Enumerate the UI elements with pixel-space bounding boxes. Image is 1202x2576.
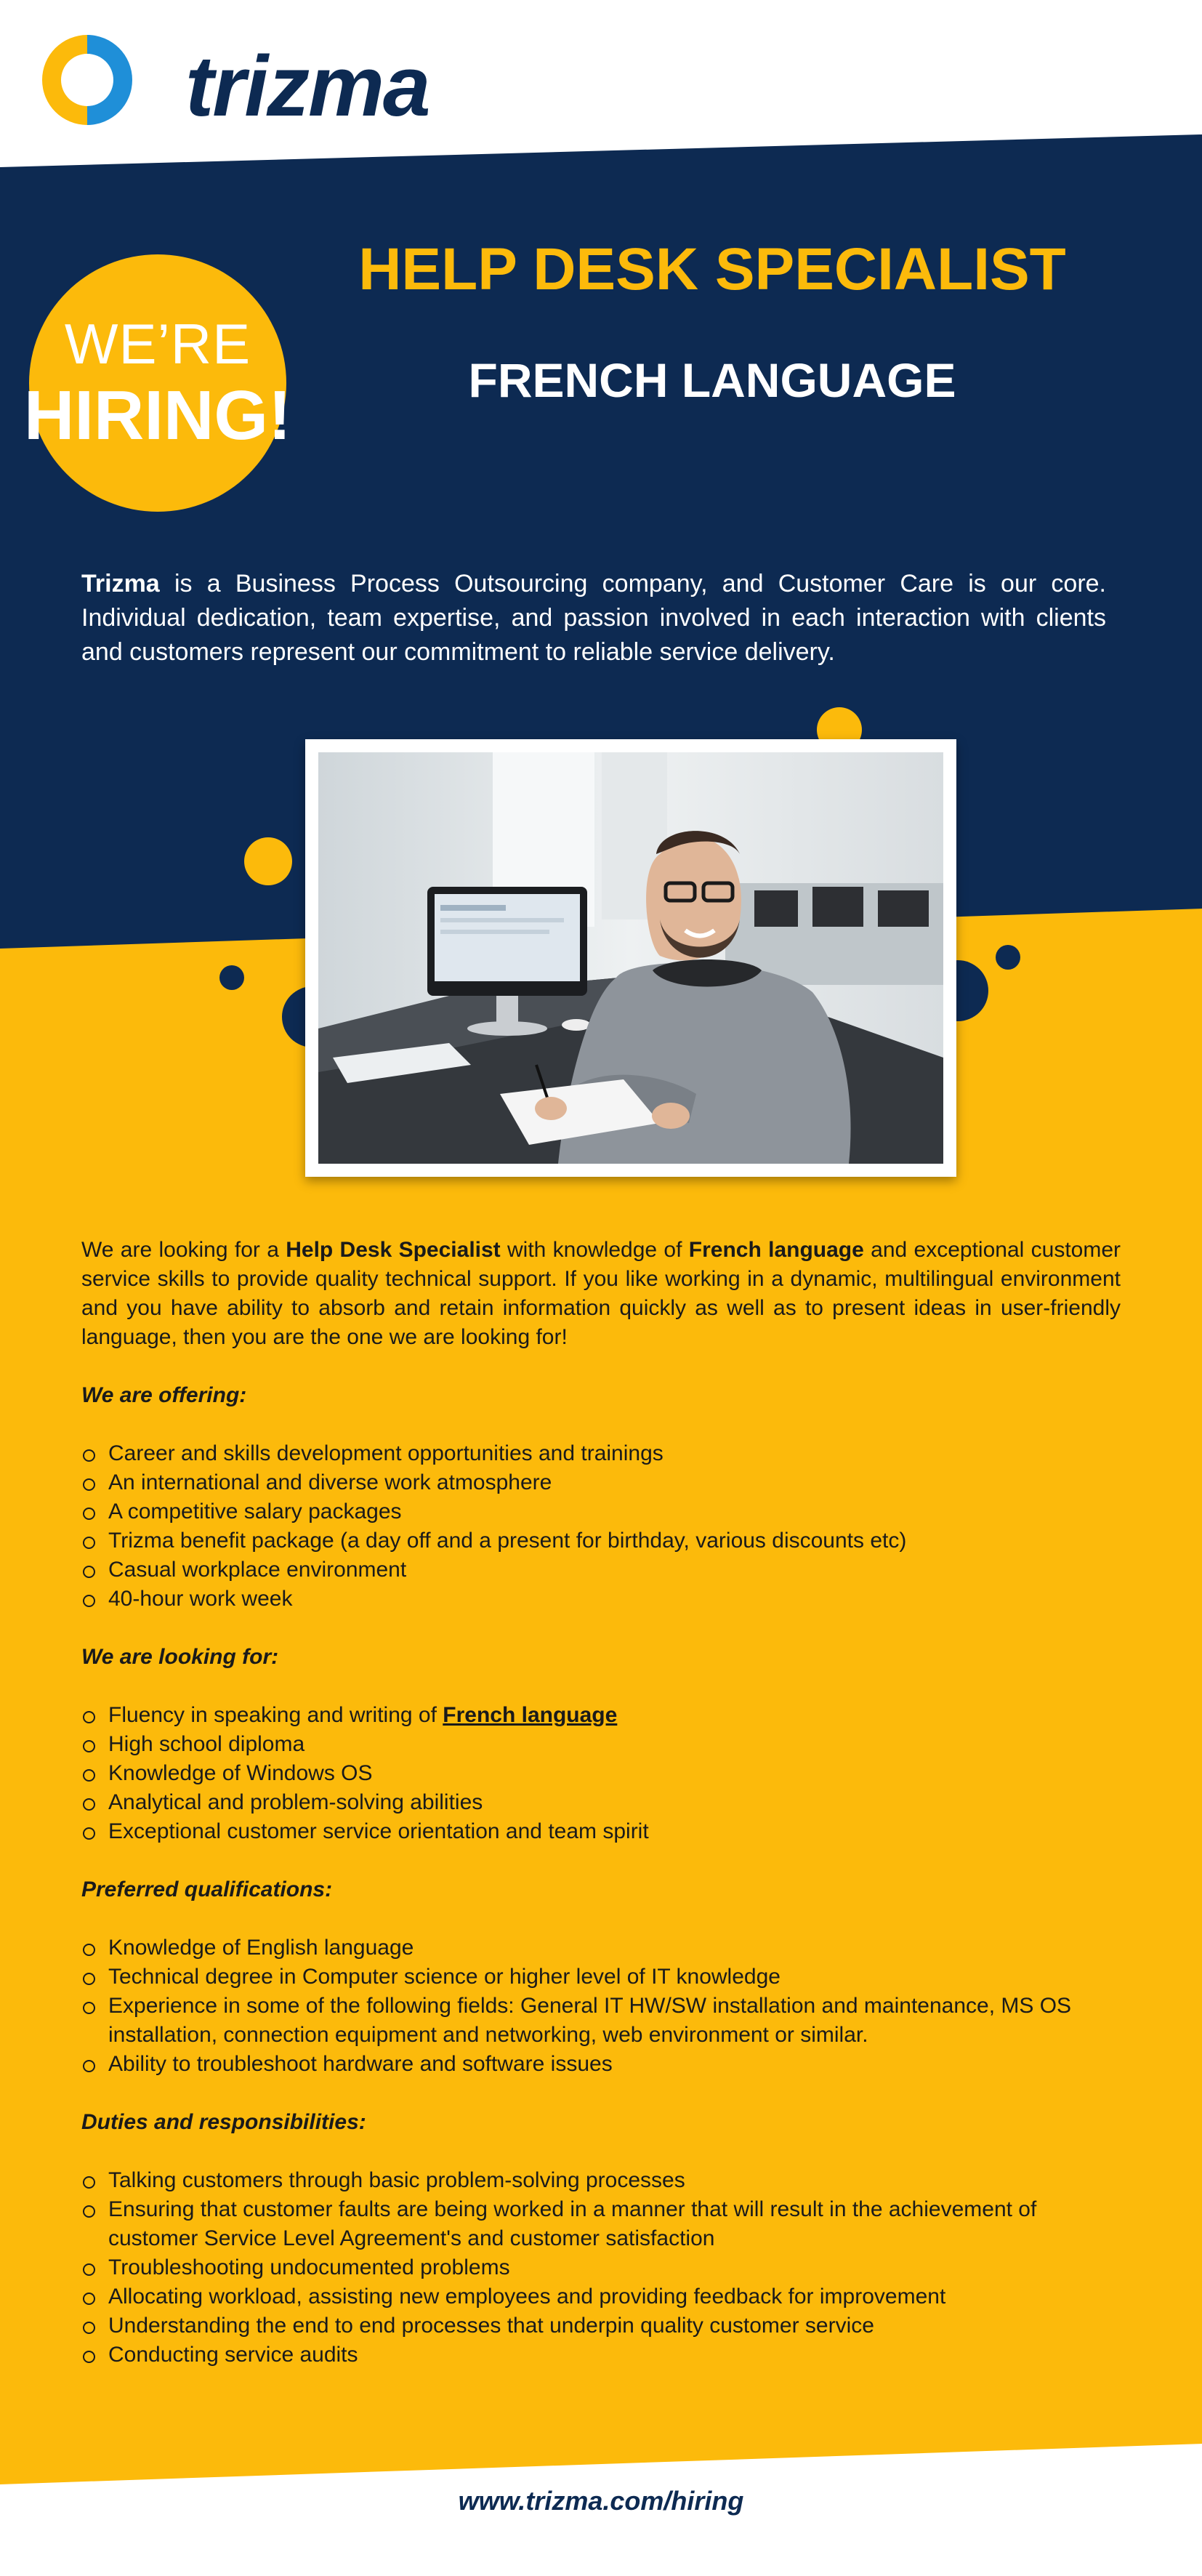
list-item: Allocating workload, assisting new employees and providing feedback for improvement — [81, 2282, 1121, 2311]
list-item: Talking customers through basic problem-solving processes — [81, 2166, 1121, 2195]
logo-wordmark: trizma — [185, 39, 429, 134]
intro-text: is a Business Process Outsourcing company, and Customer Care is our core. Individual dedication, team expertise, and passion involved in each interaction with clients and customers represent our commitment to reliable service delivery. — [81, 570, 1106, 666]
desc-text-3: and exceptional customer service skills to provide quality technical support. If you like working in a dynamic, multilingual environment and you have ability to absorb and retain information quickly as well as to present ideas in user-friendly language, then you are the one we are looking for! — [81, 1238, 1121, 1349]
list-item-text: Fluency in speaking and writing of — [108, 1703, 443, 1727]
list-item: Experience in some of the following fields: General IT HW/SW installation and maintenance, MS OS installation, connection equipment and networking, web environment or similar. — [81, 1992, 1121, 2050]
photo-frame — [305, 739, 956, 1177]
list-item: Casual workplace environment — [81, 1555, 1121, 1585]
looking-heading: We are looking for: — [81, 1645, 279, 1669]
hiring-url-link[interactable]: www.trizma.com/hiring — [458, 2486, 744, 2516]
desc-role: Help Desk Specialist — [286, 1238, 501, 1262]
trizma-logo[interactable] — [36, 29, 429, 134]
duties-heading: Duties and responsibilities: — [81, 2110, 366, 2134]
list-item: Technical degree in Computer science or higher level of IT knowledge — [81, 1963, 1121, 1992]
badge-line-hiring: HIRING! — [24, 377, 291, 454]
job-description — [81, 1236, 1121, 1352]
offering-heading: We are offering: — [81, 1383, 247, 1407]
list-item: 40-hour work week — [81, 1585, 1121, 1614]
hiring-badge — [24, 254, 291, 512]
list-item: Ability to troubleshoot hardware and software issues — [81, 2050, 1121, 2079]
list-item — [81, 1701, 1121, 1730]
preferred-list — [81, 1933, 1121, 2079]
list-item: An international and diverse work atmosphere — [81, 1468, 1121, 1497]
list-item: Analytical and problem-solving abilities — [81, 1788, 1121, 1817]
duties-list — [81, 2166, 1121, 2370]
decor-dot-navy-small-right — [996, 945, 1020, 970]
offering-list — [81, 1439, 1121, 1614]
list-item: Troubleshooting undocumented problems — [81, 2253, 1121, 2282]
job-subtitle: FRENCH LANGUAGE — [468, 353, 956, 407]
trizma-swirl-icon — [36, 29, 138, 131]
preferred-heading: Preferred qualifications: — [81, 1877, 333, 1901]
list-item: Knowledge of Windows OS — [81, 1759, 1121, 1788]
job-details — [81, 1236, 1121, 2370]
intro-brand: Trizma — [81, 570, 160, 597]
looking-list — [81, 1701, 1121, 1846]
french-language-emphasis: French language — [443, 1703, 618, 1727]
decor-dot-yellow-left — [244, 837, 292, 885]
list-item: Trizma benefit package (a day off and a present for birthday, various discounts etc) — [81, 1526, 1121, 1555]
desc-text-1: We are looking for a — [81, 1238, 286, 1262]
list-item: A competitive salary packages — [81, 1497, 1121, 1526]
list-item: Knowledge of English language — [81, 1933, 1121, 1963]
list-item: Conducting service audits — [81, 2340, 1121, 2370]
list-item: Exceptional customer service orientation and team spirit — [81, 1817, 1121, 1846]
job-title: HELP DESK SPECIALIST — [358, 236, 1066, 302]
decor-dot-navy-small-left — [219, 965, 244, 990]
desc-text-2: with knowledge of — [500, 1238, 689, 1262]
list-item: High school diploma — [81, 1730, 1121, 1759]
list-item: Understanding the end to end processes that underpin quality customer service — [81, 2311, 1121, 2340]
list-item: Career and skills development opportunities and trainings — [81, 1439, 1121, 1468]
company-intro — [81, 567, 1106, 669]
smiling-man-at-desk-photo — [318, 752, 943, 1164]
badge-line-were: WE’RE — [64, 312, 251, 376]
list-item: Ensuring that customer faults are being worked in a manner that will result in the achievement of customer Service Level Agreement's and customer satisfaction — [81, 2195, 1121, 2253]
desc-language: French language — [688, 1238, 864, 1262]
